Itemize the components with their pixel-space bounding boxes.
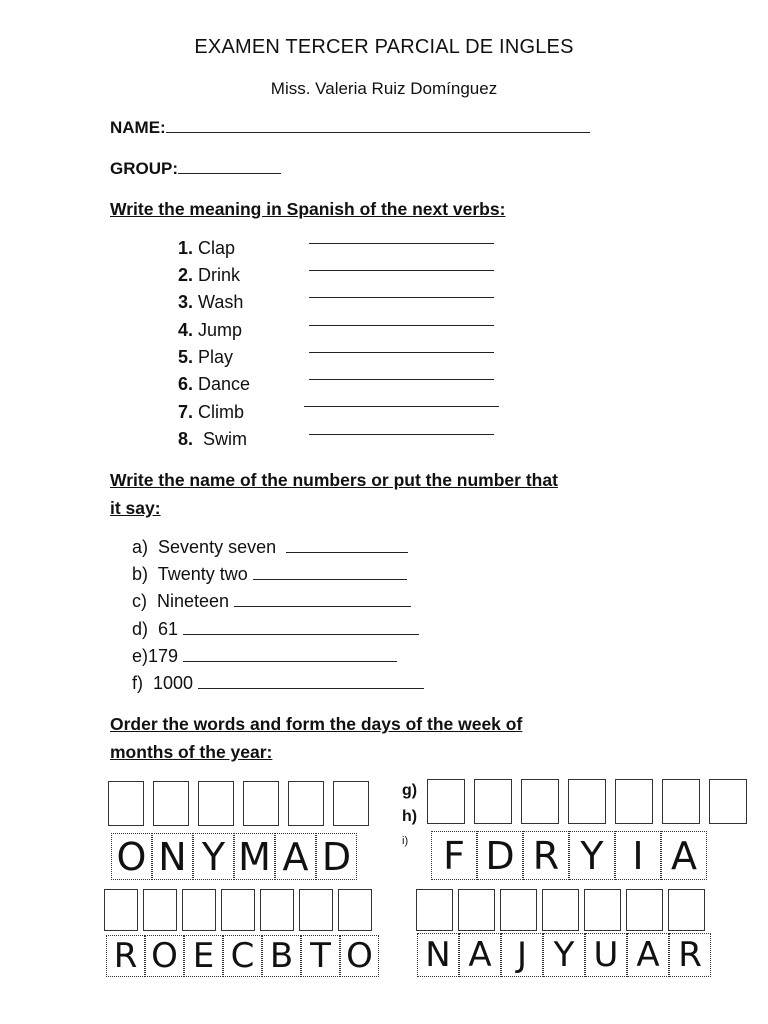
verb-item	[178, 289, 243, 316]
verb-item	[178, 262, 240, 289]
verb-item	[178, 426, 247, 453]
item-letter: a)	[132, 537, 149, 557]
verb-answer-blank[interactable]	[309, 434, 494, 435]
section-days-heading	[110, 710, 655, 766]
name-field	[110, 118, 590, 138]
letter-tile: O	[111, 833, 152, 880]
letter-tile: J	[501, 933, 543, 977]
verb-answer-blank[interactable]	[309, 297, 494, 298]
letter-tile: D	[316, 833, 357, 880]
verb-item	[178, 399, 244, 426]
answer-box[interactable]	[333, 781, 369, 826]
verb-answer-blank[interactable]	[309, 352, 494, 353]
name-label: NAME:	[110, 118, 166, 137]
number-item	[132, 643, 397, 670]
heading-line: it say:	[110, 498, 161, 518]
letter-tile: A	[627, 933, 669, 977]
answer-box[interactable]	[500, 889, 537, 931]
item-letter: d)	[132, 619, 149, 639]
letter-tile: E	[184, 935, 223, 977]
item-text: Seventy seven	[158, 537, 277, 557]
answer-box[interactable]	[568, 779, 606, 824]
answer-box[interactable]	[626, 889, 663, 931]
letter-tile: R	[523, 831, 569, 880]
verb-number: 5.	[178, 347, 194, 367]
number-item	[132, 670, 424, 697]
number-item	[132, 534, 408, 561]
answer-boxes-2	[427, 779, 747, 824]
exam-title: EXAMEN TERCER PARCIAL DE INGLES	[194, 36, 574, 58]
verb-number: 6.	[178, 374, 194, 394]
letter-tile: N	[152, 833, 193, 880]
item-text: 61	[158, 619, 179, 639]
answer-box[interactable]	[182, 889, 216, 931]
answer-box[interactable]	[458, 889, 495, 931]
number-answer-blank[interactable]	[183, 647, 397, 662]
item-letter: f)	[132, 673, 143, 693]
answer-box[interactable]	[542, 889, 579, 931]
letter-tile: F	[431, 831, 477, 880]
verb-answer-blank[interactable]	[304, 406, 499, 407]
number-answer-blank[interactable]	[234, 592, 411, 607]
answer-box[interactable]	[260, 889, 294, 931]
number-item	[132, 616, 419, 643]
item-letter: c)	[132, 591, 147, 611]
letter-tile: B	[262, 935, 301, 977]
letter-tile: O	[145, 935, 184, 977]
verb-item	[178, 235, 235, 262]
verb-answer-blank[interactable]	[309, 243, 494, 244]
answer-box[interactable]	[143, 889, 177, 931]
letter-tiles-2	[431, 831, 707, 880]
item-text: 179	[148, 646, 179, 666]
letter-tile: I	[615, 831, 661, 880]
number-answer-blank[interactable]	[286, 538, 408, 553]
verb-answer-blank[interactable]	[309, 270, 494, 271]
letter-tile: O	[340, 935, 379, 977]
answer-box[interactable]	[288, 781, 324, 826]
answer-box[interactable]	[198, 781, 234, 826]
group-label: GROUP:	[110, 159, 178, 178]
number-answer-blank[interactable]	[183, 620, 419, 635]
verb-item	[178, 317, 242, 344]
name-blank[interactable]	[166, 118, 590, 133]
verb-answer-blank[interactable]	[309, 379, 494, 380]
verb-word: Swim	[203, 429, 248, 449]
letter-tile: Y	[193, 833, 234, 880]
letter-tile: R	[106, 935, 145, 977]
section-numbers-heading	[110, 466, 655, 522]
answer-box[interactable]	[668, 889, 705, 931]
letter-tiles-1	[111, 833, 357, 880]
heading-line: Write the name of the numbers or put the number that	[110, 470, 558, 490]
answer-box[interactable]	[615, 779, 653, 824]
verb-number: 2.	[178, 265, 194, 285]
letter-tile: T	[301, 935, 340, 977]
verb-word: Dance	[198, 374, 251, 394]
answer-box[interactable]	[104, 889, 138, 931]
answer-box[interactable]	[709, 779, 747, 824]
letter-tile: Y	[569, 831, 615, 880]
section-verbs-heading: Write the meaning in Spanish of the next verbs:	[110, 199, 506, 219]
number-answer-blank[interactable]	[253, 565, 407, 580]
item-text: Twenty two	[157, 564, 248, 584]
number-answer-blank[interactable]	[198, 674, 424, 689]
answer-box[interactable]	[108, 781, 144, 826]
verb-number: 8.	[178, 429, 194, 449]
letter-tile: R	[669, 933, 711, 977]
verb-number: 4.	[178, 320, 194, 340]
group-blank[interactable]	[178, 159, 281, 174]
verb-item	[178, 344, 233, 371]
item-label-i: i)	[402, 835, 409, 847]
letter-tile: N	[417, 933, 459, 977]
teacher-name: Miss. Valeria Ruiz Domínguez	[270, 79, 498, 98]
verb-answer-blank[interactable]	[309, 325, 494, 326]
item-label-g: g)	[402, 782, 418, 799]
item-letter: b)	[132, 564, 149, 584]
answer-box[interactable]	[521, 779, 559, 824]
answer-box[interactable]	[416, 889, 453, 931]
verb-word: Climb	[198, 402, 245, 422]
answer-box[interactable]	[299, 889, 333, 931]
number-item	[132, 561, 407, 588]
letter-tile: A	[661, 831, 707, 880]
answer-boxes-3	[104, 889, 372, 931]
verb-number: 7.	[178, 402, 194, 422]
heading-line: months of the year:	[110, 742, 273, 762]
letter-tile: C	[223, 935, 262, 977]
letter-tile: A	[459, 933, 501, 977]
verb-word: Clap	[198, 238, 236, 258]
verb-word: Play	[198, 347, 234, 367]
answer-boxes-1	[108, 781, 369, 826]
answer-box[interactable]	[153, 781, 189, 826]
answer-box[interactable]	[221, 889, 255, 931]
group-field	[110, 159, 281, 179]
verb-number: 3.	[178, 292, 194, 312]
answer-boxes-4	[416, 889, 705, 931]
number-item	[132, 588, 411, 615]
answer-box[interactable]	[427, 779, 465, 824]
verb-item	[178, 371, 250, 398]
letter-tile: A	[275, 833, 316, 880]
verb-word: Drink	[198, 265, 241, 285]
item-letter: e)	[132, 646, 149, 666]
answer-box[interactable]	[243, 781, 279, 826]
answer-box[interactable]	[474, 779, 512, 824]
verb-word: Wash	[198, 292, 244, 312]
letter-tiles-4	[417, 933, 711, 977]
verb-word: Jump	[198, 320, 243, 340]
letter-tile: Y	[543, 933, 585, 977]
letter-tiles-3	[106, 935, 379, 977]
item-text: Nineteen	[157, 591, 230, 611]
answer-box[interactable]	[584, 889, 621, 931]
heading-line: Order the words and form the days of the week of	[110, 714, 523, 734]
letter-tile: U	[585, 933, 627, 977]
letter-tile: M	[234, 833, 275, 880]
answer-box[interactable]	[662, 779, 700, 824]
answer-box[interactable]	[338, 889, 372, 931]
item-label-h: h)	[402, 808, 418, 825]
letter-tile: D	[477, 831, 523, 880]
item-text: 1000	[153, 673, 194, 693]
verb-number: 1.	[178, 238, 194, 258]
